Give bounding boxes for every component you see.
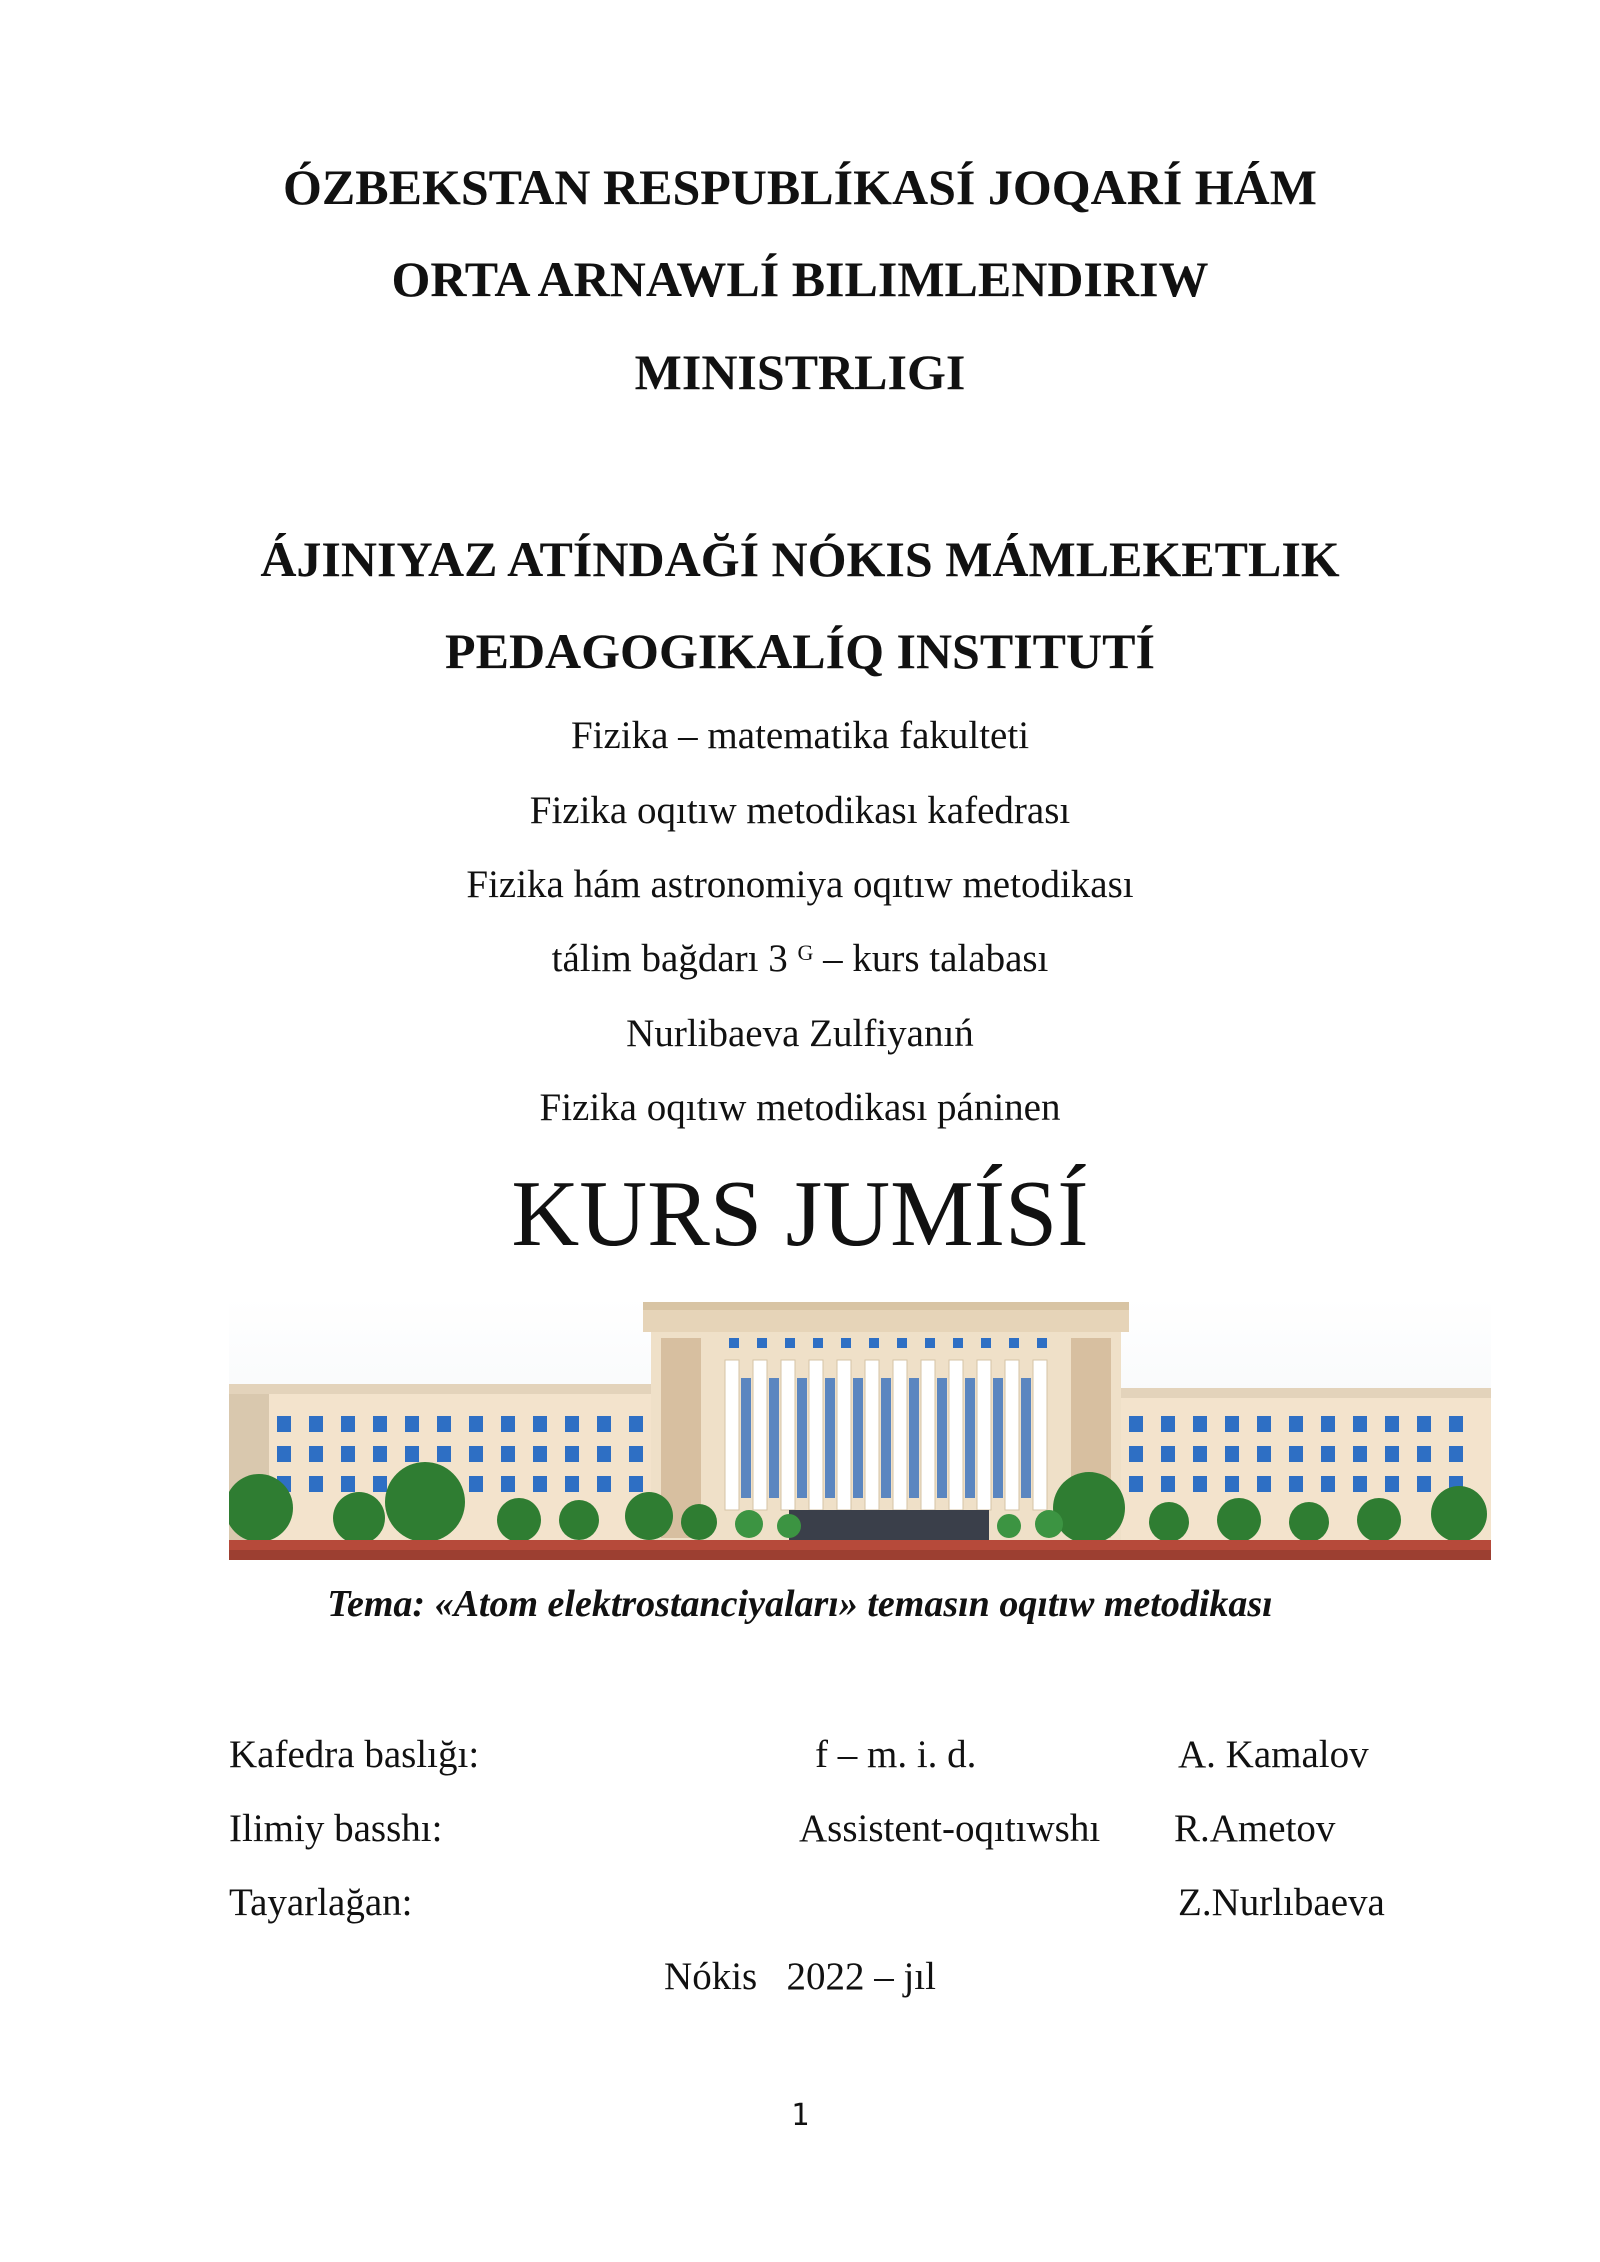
ministry-line-2: ORTA ARNAWLÍ BILIMLENDIRIW [391, 251, 1209, 307]
signature-label-prepared: Tayarlağan: [229, 1881, 413, 1924]
direction-suffix: – kurs talabası [823, 937, 1049, 980]
topic-line: Tema: «Atom elektrostanciyaları» temasın oqıtıw metodikası [327, 1583, 1273, 1625]
signature-name-head: A. Kamalov [1178, 1733, 1369, 1776]
ministry-line-1: ÓZBEKSTAN RESPUBLÍKASÍ JOQARÍ HÁM [283, 159, 1317, 215]
institute-line-2: PEDAGOGIKALÍQ INSTITUTÍ [445, 623, 1155, 679]
specialty-line: Fizika hám astronomiya oqıtıw metodikası [466, 863, 1134, 906]
place-year: Nókis 2022 – jıl [664, 1955, 936, 1998]
subject-line: Fizika oqıtıw metodikası páninen [539, 1086, 1061, 1129]
signature-label-supervisor: Ilimiy basshı: [229, 1807, 443, 1850]
institute-line-1: ÁJINIYAZ ATÍNDAĞÍ NÓKIS MÁMLEKETLIK [260, 531, 1340, 587]
direction-superscript: G [797, 940, 814, 965]
student-line: Nurlibaeva Zulfiyanıń [626, 1012, 974, 1055]
institute-building-image [229, 1298, 1491, 1560]
direction-line [0, 936, 1600, 981]
ministry-line-3: MINISTRLIGI [634, 344, 966, 400]
signature-role-head: f – m. i. d. [815, 1733, 977, 1776]
direction-prefix: tálim bağdarı 3 [551, 937, 788, 980]
signature-name-prepared: Z.Nurlıbaeva [1178, 1881, 1385, 1924]
faculty-line: Fizika – matematika fakulteti [570, 714, 1030, 757]
signature-label-head: Kafedra baslığı: [229, 1733, 480, 1776]
signature-role-supervisor: Assistent-oqıtıwshı [799, 1807, 1101, 1850]
department-line: Fizika oqıtıw metodikası kafedrası [529, 789, 1071, 832]
document-title: KURS JUMÍSÍ [511, 1162, 1089, 1266]
signature-name-supervisor: R.Ametov [1174, 1807, 1336, 1850]
page-number: 1 [790, 2098, 810, 2133]
